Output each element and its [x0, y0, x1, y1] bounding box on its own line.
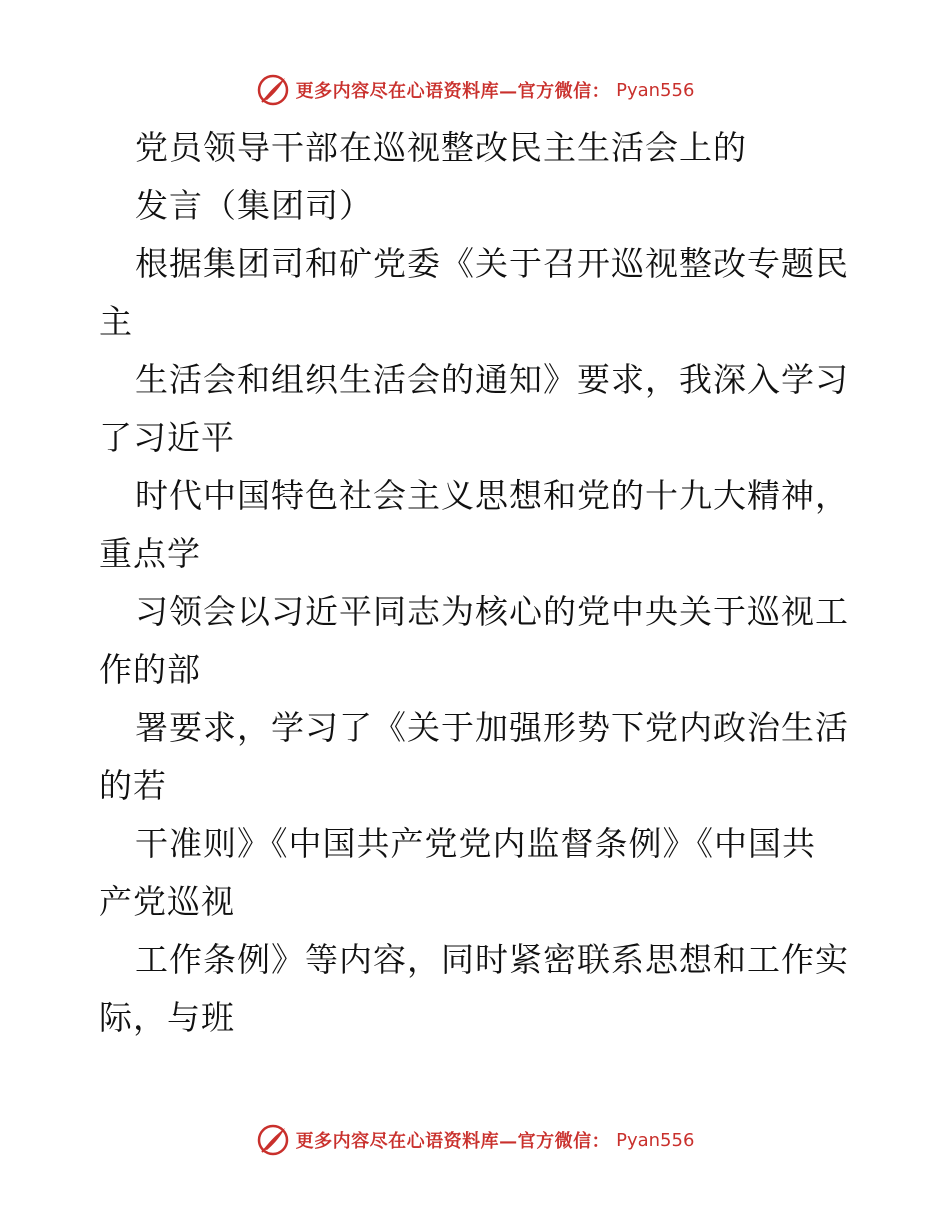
doc-paragraph-line: 习领会以习近平同志为核心的党中央关于巡视工 — [135, 592, 849, 631]
footer-banner — [0, 1120, 950, 1160]
doc-title-line-1: 党员领导干部在巡视整改民主生活会上的 — [135, 128, 747, 167]
feather-pen-logo-icon — [256, 1123, 290, 1157]
doc-paragraph-line: 署要求，学习了《关于加强形势下党内政治生活 — [135, 708, 849, 747]
header-banner — [0, 70, 950, 110]
doc-paragraph-line: 主 — [99, 302, 133, 341]
doc-paragraph-line: 重点学 — [99, 534, 201, 573]
doc-paragraph-line: 作的部 — [99, 650, 201, 689]
doc-paragraph-line: 的若 — [99, 766, 167, 805]
doc-paragraph-line: 生活会和组织生活会的通知》要求，我深入学习 — [135, 360, 849, 399]
doc-paragraph-line: 产党巡视 — [99, 882, 235, 921]
doc-paragraph-line: 际，与班 — [99, 998, 235, 1037]
banner-text: 更多内容尽在心语资料库—官方微信： — [295, 1131, 611, 1152]
banner-wechat-id: Pyan556 — [616, 79, 695, 101]
doc-paragraph-line: 工作条例》等内容，同时紧密联系思想和工作实 — [135, 940, 849, 979]
banner-wechat-id: Pyan556 — [616, 1129, 695, 1151]
doc-paragraph-line: 时代中国特色社会主义思想和党的十九大精神， — [135, 476, 849, 515]
doc-paragraph-line: 根据集团司和矿党委《关于召开巡视整改专题民 — [135, 244, 849, 283]
doc-paragraph-line: 了习近平 — [99, 418, 235, 457]
feather-pen-logo-icon — [256, 73, 290, 107]
doc-title-line-2: 发言（集团司） — [135, 186, 373, 225]
doc-paragraph-line: 干准则》《中国共产党党内监督条例》《中国共 — [135, 824, 816, 863]
banner-text: 更多内容尽在心语资料库—官方微信： — [295, 81, 611, 102]
